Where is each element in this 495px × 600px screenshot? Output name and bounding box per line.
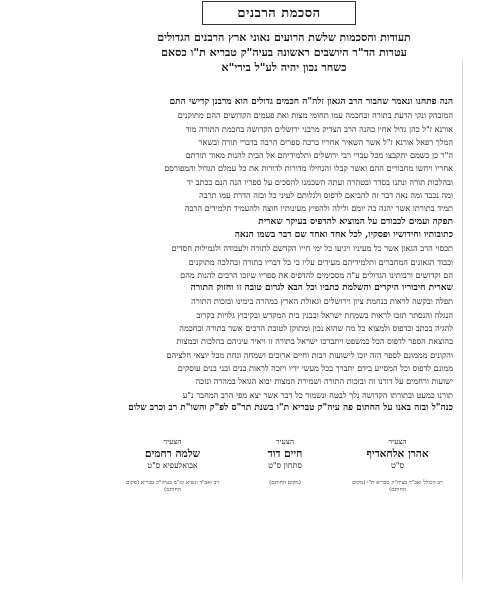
body-line: ה"ר כן כשמם יתקבצו מכל עברי רבי ירושלים ותלמידיהם אל הבית להנות מאור תורתם bbox=[185, 150, 453, 161]
body-line: ובהלכות תורה ונתנו בסדר ובטהרה ועתה השכמנו להסכים על ספריו הנה הנם בכתב יד bbox=[187, 176, 453, 187]
body-line: אחריו ויחשו מחבורים ההם ואשר קבלו והנחילו מדורות לדורות את כל עמלם הגדול והמפורסם bbox=[164, 163, 453, 174]
body-line: הנה פתחנו ונאמר שחבור הרב הגאון זלה"ה חכמים גדולים הוא מרבנן קדישי התם bbox=[169, 97, 453, 107]
intro-line: כשחר נכון יהיה לע"ל בירי"א bbox=[221, 61, 347, 74]
body-line: תפקה ועמים לכבודם על המוציא להדפיס בעיקר שארית bbox=[258, 216, 453, 227]
signature-suffix: סתחון ס"ט bbox=[268, 461, 302, 470]
seal-notes bbox=[120, 480, 450, 494]
approbation-body bbox=[115, 96, 453, 415]
signature-block bbox=[233, 436, 338, 472]
signature-block bbox=[345, 436, 450, 472]
body-line: ממונם לדפוס וכל המסייע בידם יתברך בכל מעשי ידיו ויזכה לראות בנים ובני בנים עוסקים bbox=[177, 362, 453, 373]
signature-name: שלמה רחמים bbox=[144, 448, 201, 460]
body-line: בהוצאת הספר לדפוס הכל כמשפט ויתברכו ישראל בתורה זו ויאיר עיניהם בהלכות ובמצות bbox=[176, 336, 453, 347]
body-line: הם וקדושים ורבותינו הגדולים ע"ה מסכימים להדפיס את ספריו שיזכו הרבים להנות מהם bbox=[180, 269, 453, 280]
body-line: תורנו כמעט ובתורתו הקדושה נלך לבטח ונשמור כל דבר אשר יצא מפי הרב המחבר נ"ע bbox=[182, 389, 453, 400]
intro-line: עטרות הד"ר היושבים ראשונה בעיה"ק טבריא ת"ו כסאם bbox=[161, 46, 407, 59]
body-line: אורנא ז"ל כהן גדול אחיו כהנה הרב הצדיק מרבני ירושלים הקדושה בחכמת התורה מוד bbox=[185, 123, 453, 134]
body-line: וכבוד הגאונים המחברים ותלמידיהם מעידים עליו כי כל דבריו בתורה ובהלכה מתוקנים bbox=[188, 256, 453, 267]
signature-suffix: ס"ט bbox=[390, 461, 405, 470]
signature-name: אהרן אלחאדיף bbox=[366, 448, 429, 460]
seal-note: רב הכולל ואב"ד בעיה"ק טבריא ת"ו (מקום החותם) bbox=[352, 480, 443, 493]
body-line: תפלה ובקשה לראות בנחמת ציון וירושלים וגאולת הארץ במהרה בימינו ובזכות התורה bbox=[191, 296, 453, 307]
seal-note: רב ואב"ד ונשיא ומ"מ בעיה"ק טבריא (מקום החותם) bbox=[125, 480, 220, 493]
body-line: המובהק ונקי הדעת בתורה ובחכמה עמו תחומי מצות ואת פעמים הקדושים ההם מתוקנים bbox=[177, 110, 453, 121]
intro-line: תעודות והסכמות שלשת הרועים נאוני ארץ הרבנים הגדולים bbox=[157, 31, 411, 44]
page-title: הסכמת הרבנים bbox=[202, 1, 356, 25]
body-line: תמיד בתורתו אשר יהגה בה יומם ולילה ולהפיץ מעינותיו חוצה ולהעמיד תלמידים הרבה bbox=[184, 203, 453, 214]
body-line: ישועות ורחמים על דורנו זה ובזכות התורה ושמירת המצות יבוא הגואל במהרה ונזכה bbox=[195, 376, 453, 387]
signature-role: הצעיר bbox=[275, 437, 295, 446]
intro-heading bbox=[119, 30, 449, 75]
body-line: שארית חיבוריו היקרים והשלמת כתביו וכל הבא לגרום טובה זו וחזוק התורה bbox=[190, 283, 453, 294]
body-line: והקונים מממונם לספר הזה יזכו לישועות רבות וחיים ארוכים ושמחה ונחת מכל יוצאי חלציהם bbox=[166, 349, 453, 360]
signatures bbox=[120, 436, 450, 494]
body-line: כנה"ל ובזה באנו על החתום פה עיה"ק טבריא ת"ו בשנת תר"ס לפ"ק והשו"ת רב וכרב שלום bbox=[128, 402, 453, 413]
page-edge-rule bbox=[462, 60, 463, 580]
signature-role: הצעיר bbox=[163, 437, 182, 446]
signature-role: הצעיר bbox=[388, 437, 407, 446]
body-line: להגיה בכתב ובדפוס ולמצוא כל מה שהוא נכון ומתוקן לטובת הרבים אשר בתורה ובחכמה bbox=[179, 323, 453, 334]
body-line: המלך רפאל אורנא ז"ל אשר השאיר אחריו ברכה ספרים הרבה בדברי תורה ובשאר bbox=[198, 136, 453, 147]
signature-name: חיים דוד bbox=[267, 448, 303, 460]
body-line: ומה נכבד ומה נאה דבר זה להביאם לדפוס ולגלותם לעיני כל ובזה הדרת עמו תרבה bbox=[199, 190, 453, 201]
signature-suffix: אבואלעפיא ס"ט bbox=[147, 461, 198, 470]
seal-note: (מקום החותם) bbox=[269, 480, 301, 486]
signature-block bbox=[120, 436, 225, 472]
body-line: כתובותיו וחידושיו ופסקיו, לכל אחד ואחד שם דבר בשמו הנאה bbox=[234, 229, 453, 240]
body-line: תכסוי הרב הגאון אשר כל מעיניו ויגיעו כל ימי חייו הקדשם לתורה ולעבודה ולגמילות חסדים bbox=[171, 243, 453, 254]
body-line: הנגלה והנסתר תזכו לראות בשמחת ישראל ובבנין בית המקדש ובקיבוץ גלויות בקרוב bbox=[196, 309, 453, 320]
